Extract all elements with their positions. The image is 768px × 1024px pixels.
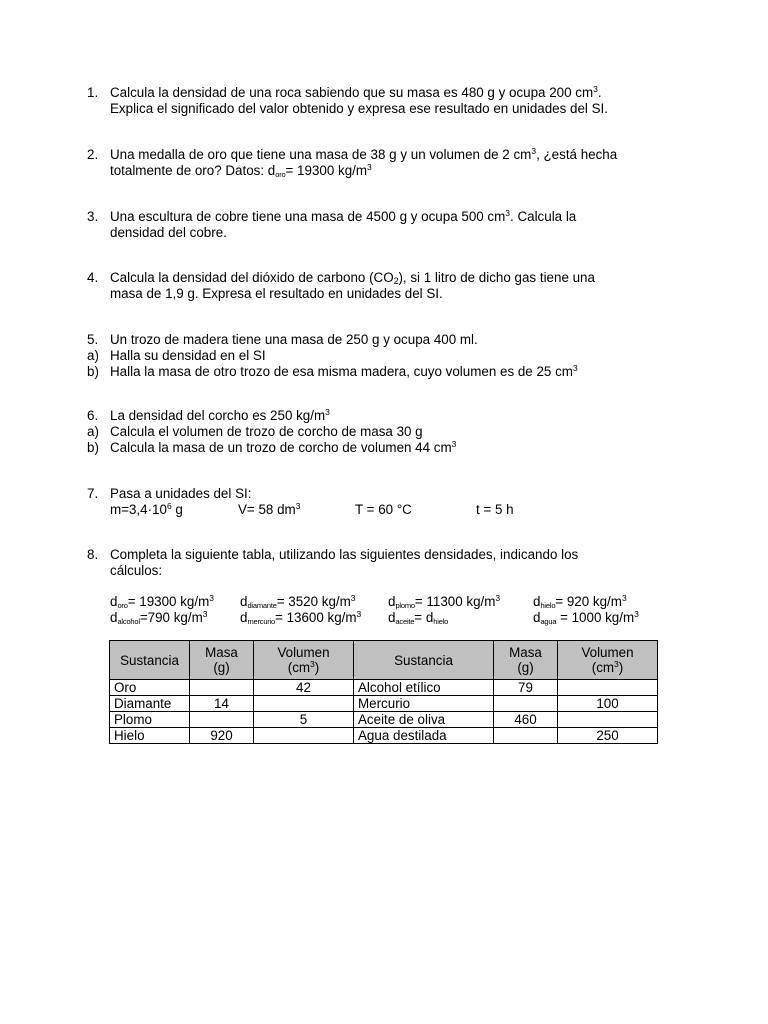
- cell-volume: [558, 712, 658, 728]
- exercise-text: totalmente de oro? Datos: d: [110, 163, 276, 178]
- header-substance: Sustancia: [354, 641, 494, 680]
- density-mercurio: [240, 610, 361, 626]
- cell-mass: [494, 728, 558, 744]
- header-substance: Sustancia: [110, 641, 190, 680]
- cell-substance: Plomo: [110, 712, 190, 728]
- density-symbol: d: [240, 610, 248, 625]
- cell-mass: [190, 712, 254, 728]
- density-value: = 19300 kg/m: [127, 594, 210, 609]
- superscript: 3: [451, 439, 457, 449]
- exercise-text: Calcula la densidad del dióxido de carbono (CO: [110, 270, 394, 285]
- exercise-2: [87, 147, 687, 179]
- cell-volume: 5: [254, 712, 354, 728]
- density-aceite: [388, 610, 448, 626]
- density-symbol: d: [240, 594, 248, 609]
- exercise-text: ), si 1 litro de dicho gas tiene una: [398, 270, 595, 285]
- superscript: 3: [531, 146, 537, 156]
- density-value: =790 kg/m: [139, 610, 203, 625]
- exercise-text: Pasa a unidades del SI:: [110, 486, 252, 501]
- cell-volume: [558, 680, 658, 696]
- exercise-text: , ¿está hecha: [536, 147, 618, 162]
- exercise-text: .: [597, 85, 602, 100]
- subscript: aceite: [395, 617, 415, 626]
- cell-volume: [254, 728, 354, 744]
- temperature-value: T = 60 °C: [355, 502, 412, 517]
- superscript: 3: [356, 609, 362, 619]
- exercise-number: 8.: [87, 547, 99, 562]
- table-row: [110, 728, 658, 744]
- exercise-1: [87, 85, 687, 117]
- density-value: = 3520 kg/m: [276, 594, 351, 609]
- cell-mass: 79: [494, 680, 558, 696]
- exercise-text: Una escultura de cobre tiene una masa de 4500 g y ocupa 500 cm: [110, 209, 506, 224]
- cell-substance: Hielo: [110, 728, 190, 744]
- exercise-7: [87, 486, 687, 518]
- exercise-number: 7.: [87, 486, 99, 501]
- item-label: a): [87, 348, 99, 363]
- exercise-number: 5.: [87, 332, 99, 347]
- table-row: [110, 712, 658, 728]
- table-row: [110, 680, 658, 696]
- density-diamante: [240, 594, 356, 610]
- superscript: 3: [634, 609, 639, 619]
- subscript: oro: [117, 601, 128, 610]
- exercise-text: Completa la siguiente tabla, utilizando las siguientes densidades, indicando los: [110, 547, 579, 562]
- item-text: Calcula el volumen de trozo de corcho de masa 30 g: [110, 424, 423, 439]
- cell-mass: 14: [190, 696, 254, 712]
- density-hielo: [533, 594, 627, 610]
- superscript: 3: [593, 84, 598, 94]
- exercise-text: La densidad del corcho es 250 kg/m: [110, 408, 326, 423]
- density-value: = d: [414, 610, 434, 625]
- cell-volume: 250: [558, 728, 658, 744]
- exercise-number: 3.: [87, 209, 99, 224]
- cell-mass: [494, 696, 558, 712]
- subscript: mercurio: [247, 617, 276, 626]
- density-value: = 13600 kg/m: [275, 610, 357, 625]
- superscript: 3: [621, 593, 627, 603]
- subscript: oro: [275, 170, 286, 179]
- mass-unit: g: [171, 502, 183, 517]
- density-symbol: d: [110, 594, 118, 609]
- superscript: 3: [295, 501, 301, 511]
- cell-mass: 920: [190, 728, 254, 744]
- exercise-text: Un trozo de madera tiene una masa de 250 g y ocupa 400 ml.: [110, 332, 478, 347]
- volume-value: V= 58 dm: [238, 502, 296, 517]
- cell-substance: Diamante: [110, 696, 190, 712]
- density-value: = 920 kg/m: [555, 594, 622, 609]
- superscript: 3: [209, 593, 214, 603]
- item-label: b): [87, 440, 99, 455]
- superscript: 3: [367, 162, 372, 172]
- exercise-text: densidad del cobre.: [110, 225, 227, 240]
- subscript: diamante: [247, 601, 277, 610]
- superscript: 3: [495, 593, 501, 603]
- header-volume: Volumen $(cm^3)$: [558, 641, 658, 680]
- cell-volume: [254, 696, 354, 712]
- subscript: plomo: [395, 601, 415, 610]
- cell-volume: 100: [558, 696, 658, 712]
- subscript: alcohol: [117, 617, 140, 626]
- superscript: 3: [325, 407, 330, 417]
- exercise-text: = 19300 kg/m: [285, 163, 368, 178]
- exercise-text: . Calcula la: [510, 209, 577, 224]
- subscript: agua: [540, 617, 557, 626]
- density-value: = 11300 kg/m: [414, 594, 496, 609]
- density-symbol: d: [388, 610, 396, 625]
- superscript: 3: [202, 609, 208, 619]
- exercise-8: [87, 547, 687, 579]
- exercise-number: 2.: [87, 147, 99, 162]
- exercise-5: [87, 332, 687, 380]
- mass-value: m=3,4·10: [110, 502, 167, 517]
- item-label: b): [87, 364, 99, 379]
- substances-table: [109, 640, 658, 744]
- density-symbol: d: [533, 594, 541, 609]
- cell-substance: Agua destilada: [354, 728, 494, 744]
- subscript: hielo: [433, 617, 449, 626]
- superscript: 3: [505, 208, 511, 218]
- item-text: Halla su densidad en el SI: [110, 348, 266, 363]
- table-header-row: [110, 641, 658, 680]
- exercise-text: masa de 1,9 g. Expresa el resultado en unidades del SI.: [110, 286, 443, 301]
- item-text: Halla la masa de otro trozo de esa misma madera, cuyo volumen es de 25 cm: [110, 364, 573, 379]
- cell-substance: Oro: [110, 680, 190, 696]
- cell-substance: Aceite de oliva: [354, 712, 494, 728]
- header-mass: Masa (g): [494, 641, 558, 680]
- cell-substance: Mercurio: [354, 696, 494, 712]
- density-symbol: d: [388, 594, 396, 609]
- exercise-text: Una medalla de oro que tiene una masa de 38 g y un volumen de 2 cm: [110, 147, 532, 162]
- subscript: 2: [393, 276, 399, 286]
- time-value: t = 5 h: [476, 502, 514, 517]
- exercise-3: [87, 209, 687, 241]
- exercise-number: 6.: [87, 408, 99, 423]
- table-row: [110, 696, 658, 712]
- superscript: 6: [166, 501, 172, 511]
- superscript: 3: [350, 593, 356, 603]
- density-plomo: [388, 594, 500, 610]
- exercise-number: 4.: [87, 270, 99, 285]
- item-label: a): [87, 424, 99, 439]
- density-symbol: d: [533, 610, 541, 625]
- cell-volume: 42: [254, 680, 354, 696]
- density-agua: [533, 610, 639, 626]
- density-symbol: d: [110, 610, 118, 625]
- exercise-number: 1.: [87, 85, 99, 100]
- density-value: = 1000 kg/m: [556, 610, 635, 625]
- exercise-6: [87, 408, 687, 456]
- header-mass: Masa (g): [190, 641, 254, 680]
- header-volume: Volumen $(cm^3)$: [254, 641, 354, 680]
- exercise-text: cálculos:: [110, 563, 163, 578]
- cell-mass: [190, 680, 254, 696]
- density-oro: [110, 594, 214, 610]
- density-alcohol: [110, 610, 207, 626]
- exercise-text: Calcula la densidad de una roca sabiendo que su masa es 480 g y ocupa 200 cm: [110, 85, 594, 100]
- cell-substance: Alcohol etílico: [354, 680, 494, 696]
- item-text: Calcula la masa de un trozo de corcho de volumen 44 cm: [110, 440, 452, 455]
- cell-mass: 460: [494, 712, 558, 728]
- subscript: hielo: [540, 601, 556, 610]
- superscript: 3: [572, 363, 578, 373]
- exercise-4: [87, 270, 687, 302]
- exercise-text: Explica el significado del valor obtenido y expresa ese resultado en unidades del SI.: [110, 101, 608, 116]
